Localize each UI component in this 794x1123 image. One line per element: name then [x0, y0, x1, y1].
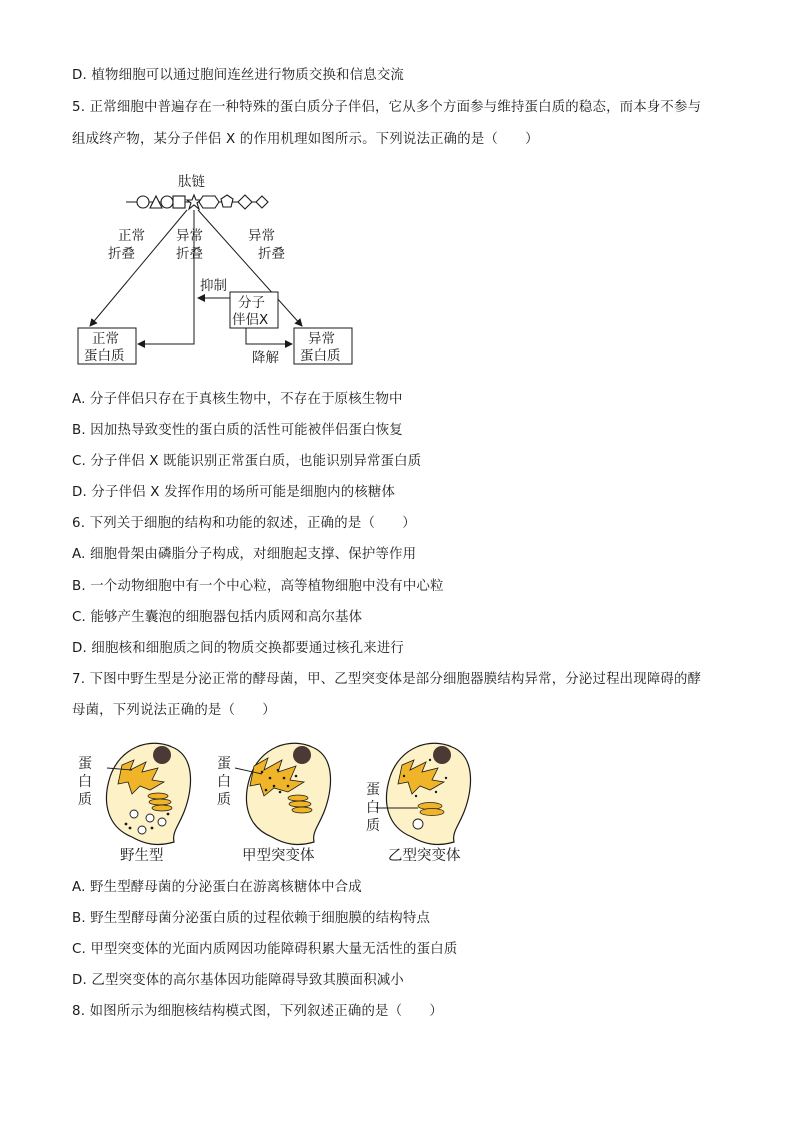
mutant-a-cell — [235, 743, 331, 844]
mutant-a-protein-label-1: 蛋 — [217, 756, 231, 772]
abnormal-protein-label-2: 蛋白质 — [300, 348, 341, 364]
mutant-b-nucleus — [433, 746, 451, 764]
q5-stem-line1: 5. 正常细胞中普遍存在一种特殊的蛋白质分子伴侣，它从多个方面参与维持蛋白质的稳态，而本身不参与 — [72, 100, 702, 115]
q7-yeast-cells-figure — [72, 732, 492, 867]
mutant-b-label: 乙型突变体 — [388, 848, 461, 864]
abnormal-fold-right-label-2: 折叠 — [258, 246, 285, 262]
q8-stem: 8. 如图所示为细胞核结构模式图，下列叙述正确的是（ ） — [72, 1004, 443, 1019]
chaperone-label-2: 伴侣X — [232, 312, 269, 328]
mutant-b-cell — [376, 743, 471, 844]
inhibit-label: 抑制 — [200, 278, 227, 294]
normal-protein-label-1: 正常 — [92, 331, 119, 347]
wild-protein-label-1: 蛋 — [78, 756, 92, 772]
abnormal-fold-mid-label-2: 折叠 — [176, 246, 203, 262]
q6-option-c: C. 能够产生囊泡的细胞器包括内质网和高尔基体 — [72, 610, 363, 625]
wild-protein-label-2: 白 — [78, 774, 92, 790]
mutant-a-protein-label-3: 质 — [217, 792, 231, 808]
mutant-a-nucleus — [293, 746, 311, 764]
q5-option-c: C. 分子伴侣 X 既能识别正常蛋白质，也能识别异常蛋白质 — [72, 454, 422, 469]
q6-option-d: D. 细胞核和细胞质之间的物质交换都要通过核孔来进行 — [72, 641, 405, 656]
abnormal-fold-right-label-1: 异常 — [248, 228, 275, 244]
q7-stem-line2: 母菌，下列说法正确的是（ ） — [72, 703, 276, 718]
mutant-a-label: 甲型突变体 — [242, 848, 315, 864]
chaperone-label-1: 分子 — [238, 295, 265, 311]
abnormal-fold-mid-label-1: 异常 — [176, 228, 203, 244]
degrade-label: 降解 — [252, 350, 279, 366]
mutant-a-protein-label-2: 白 — [217, 774, 231, 790]
wild-type-label: 野生型 — [120, 848, 164, 864]
mutant-b-protein-label-3: 质 — [366, 818, 380, 834]
mutant-b-protein-label-2: 白 — [366, 800, 380, 816]
peptide-label: 肽链 — [178, 174, 205, 190]
q5-option-a: A. 分子伴侣只存在于真核生物中，不存在于原核生物中 — [72, 392, 403, 407]
q7-option-b: B. 野生型酵母菌分泌蛋白质的过程依赖于细胞膜的结构特点 — [72, 911, 431, 926]
q5-option-b: B. 因加热导致变性的蛋白质的活性可能被伴侣蛋白恢复 — [72, 423, 403, 438]
mutant-b-protein-label-1: 蛋 — [366, 782, 380, 798]
q7-option-d: D. 乙型突变体的高尔基体因功能障碍导致其膜面积减小 — [72, 973, 405, 988]
q5-option-d: D. 分子伴侣 X 发挥作用的场所可能是细胞内的核糖体 — [72, 485, 396, 500]
q4-option-d: D. 植物细胞可以通过胞间连丝进行物质交换和信息交流 — [72, 68, 405, 83]
normal-fold-label-2: 折叠 — [108, 246, 135, 262]
q5-chaperone-diagram — [70, 168, 370, 368]
abnormal-protein-label-1: 异常 — [308, 331, 335, 347]
q6-stem: 6. 下列关于细胞的结构和功能的叙述，正确的是（ ） — [72, 516, 416, 531]
wild-type-cell — [106, 743, 190, 844]
q7-option-c: C. 甲型突变体的光面内质网因功能障碍积累大量无活性的蛋白质 — [72, 942, 458, 957]
peptide-chain — [126, 195, 268, 209]
normal-fold-label-1: 正常 — [118, 228, 145, 244]
q5-stem-line2: 组成终产物，某分子伴侣 X 的作用机理如图所示。下列说法正确的是（ ） — [72, 132, 539, 147]
q7-option-a: A. 野生型酵母菌的分泌蛋白在游离核糖体中合成 — [72, 880, 362, 895]
wild-protein-label-3: 质 — [78, 792, 92, 808]
q6-option-a: A. 细胞骨架由磷脂分子构成，对细胞起支撑、保护等作用 — [72, 547, 417, 562]
wild-nucleus — [153, 746, 171, 764]
q6-option-b: B. 一个动物细胞中有一个中心粒，高等植物细胞中没有中心粒 — [72, 579, 444, 594]
q7-stem-line1: 7. 下图中野生型是分泌正常的酵母菌，甲、乙型突变体是部分细胞器膜结构异常，分泌过程出现障碍的酵 — [72, 672, 702, 687]
normal-protein-label-2: 蛋白质 — [84, 348, 125, 364]
